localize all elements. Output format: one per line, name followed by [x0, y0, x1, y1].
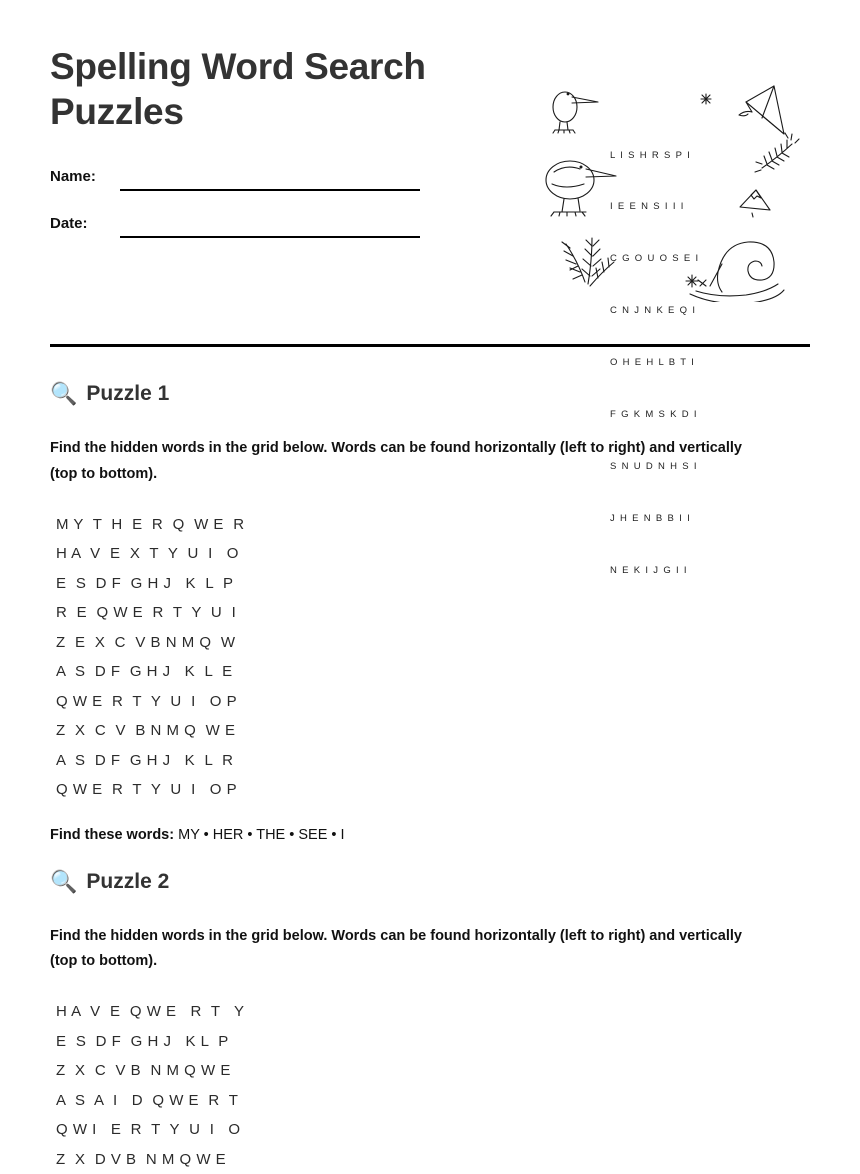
mini-grid-row: F G K M S K D I: [610, 409, 697, 421]
puzzle-2-section: [50, 870, 810, 1174]
grid-row: Z E X C V B N M Q W: [56, 633, 236, 651]
grid-row: Q W E R T Y U I O P: [56, 781, 238, 799]
sparkle-top-icon: [701, 94, 711, 104]
ocean-wave-icon: [690, 242, 784, 302]
kiwi-bird-small-icon: [553, 92, 598, 133]
grid-row: Q W I E R T Y U I O: [56, 1121, 241, 1139]
mini-grid-row: L I S H R S P I: [610, 149, 690, 161]
grid-row: R E Q W E R T Y U I: [56, 604, 237, 622]
grid-row: Z X C V B N M Q W E: [56, 1062, 231, 1080]
mini-grid-row: C G O U O S E I: [610, 253, 699, 265]
mountain-icon: [740, 190, 770, 217]
student-info-fields: [50, 168, 520, 262]
date-field-line[interactable]: [120, 236, 420, 238]
puzzle-2-heading: [50, 870, 810, 894]
puzzle-2-instructions: Find the hidden words in the grid below. Words can be found horizontally (left to right) and vertically (top to bottom).: [50, 927, 742, 970]
grid-row: Z X C V B N M Q W E: [56, 722, 236, 740]
grid-row: H A V E Q W E R T Y: [56, 1003, 245, 1021]
mini-grid-row: S N U D N H S I: [610, 460, 697, 472]
puzzle-1-instructions: Find the hidden words in the grid below. Words can be found horizontally (left to right) and vertically (top to bottom).: [50, 440, 742, 482]
name-field-row: [50, 168, 520, 215]
name-field-label: Name:: [50, 168, 96, 186]
puzzle-1-letter-grid: [56, 510, 810, 805]
grid-row: M Y T H E R Q W E R: [56, 515, 245, 533]
puzzle-1-title: Puzzle 1: [86, 382, 170, 405]
magnifying-glass-icon: 🔍: [50, 381, 78, 406]
date-field-row: [50, 215, 520, 262]
grid-row: A S D F G H J K L E: [56, 663, 233, 681]
grid-row: E S D F G H J K L P: [56, 1032, 229, 1050]
mini-grid-row: I E E N S I I I: [610, 201, 684, 213]
puzzles-container: [50, 382, 810, 1174]
grid-row: E S D F G H J K L P: [56, 574, 234, 592]
document-header: [50, 44, 520, 262]
fern-frond-icon: [562, 238, 614, 286]
kiwi-bird-large-icon: [546, 161, 616, 216]
puzzle-2-title: Puzzle 2: [86, 869, 170, 893]
name-field-line[interactable]: [120, 189, 420, 191]
grid-row: H A V E X T Y U I O: [56, 545, 239, 563]
mini-grid-row: O H E H L B T I: [610, 357, 694, 369]
decorative-illustration: [540, 72, 840, 576]
puzzle-1-section: [50, 382, 810, 843]
fern-branch-icon: [755, 133, 799, 172]
page-title: Spelling Word Search Puzzles: [50, 46, 426, 133]
wordlist-label: Find these words:: [50, 826, 175, 843]
grid-row: Q W E R T Y U I O P: [56, 692, 238, 710]
grid-row: Z X D V B N M Q W E: [56, 1150, 227, 1168]
mini-grid-row: J H E N B B I I: [610, 512, 690, 524]
mini-grid-row: N E K I J G I I: [610, 564, 687, 576]
kite-icon: [739, 86, 784, 134]
mini-grid-row: C N J N K E Q I: [610, 305, 695, 317]
grid-row: A S D F G H J K L R: [56, 751, 234, 769]
magnifying-glass-icon: 🔍: [50, 868, 78, 894]
puzzle-1-wordlist: [50, 827, 810, 843]
puzzle-2-letter-grid: [56, 997, 810, 1174]
puzzle-1-heading: [50, 382, 810, 406]
date-field-label: Date:: [50, 215, 88, 233]
section-divider: [50, 344, 810, 347]
wordlist-words: MY • HER • THE • SEE • I: [178, 826, 345, 843]
grid-row: A S A I D Q W E R T: [56, 1091, 239, 1109]
